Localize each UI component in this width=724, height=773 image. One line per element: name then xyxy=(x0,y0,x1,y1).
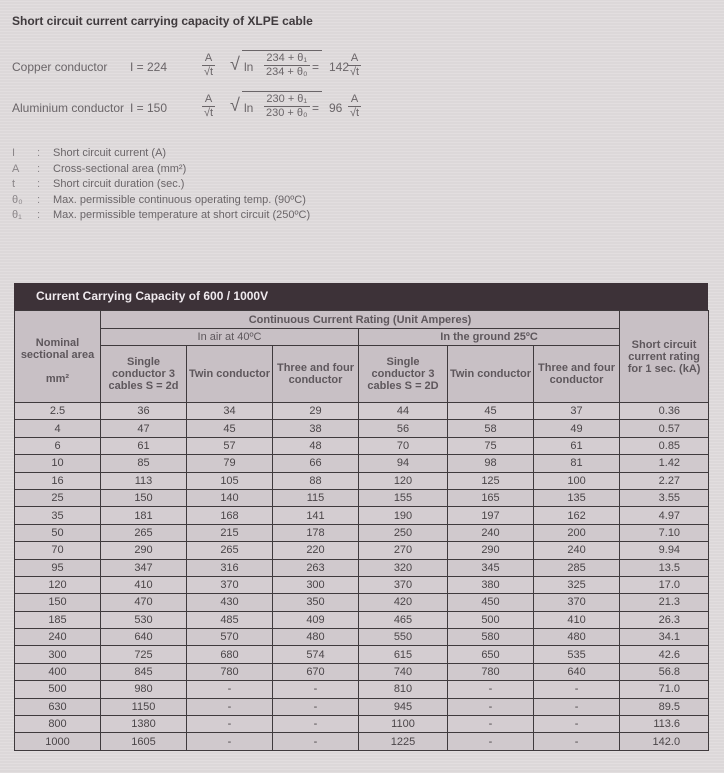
cell-current-rating: 410 xyxy=(101,576,187,593)
cell-current-rating: - xyxy=(187,716,273,733)
cell-current-rating: 980 xyxy=(101,681,187,698)
cell-current-rating: 465 xyxy=(359,611,448,628)
inner-fraction: $\frac{\text{234 + θ₁}}{\text{234 + θ₀}}$ xyxy=(266,52,308,78)
cell-current-rating: 290 xyxy=(448,542,534,559)
cell-short-circuit-ka: 3.55 xyxy=(620,489,709,506)
cell-area: 6 xyxy=(15,437,101,454)
cell-current-rating: - xyxy=(273,681,359,698)
header-in-ground: In the ground 25ºC xyxy=(359,329,620,346)
cell-short-circuit-ka: 26.3 xyxy=(620,611,709,628)
cell-current-rating: 420 xyxy=(359,594,448,611)
cell-current-rating: 574 xyxy=(273,646,359,663)
current-capacity-table xyxy=(14,283,708,751)
cell-current-rating: 98 xyxy=(448,455,534,472)
sqrt-expression: √ ln $\frac{\text{230 + θ₁}}{\text{230 + θ₀}}$ xyxy=(230,89,320,123)
table-row xyxy=(15,646,709,663)
cell-current-rating: - xyxy=(273,716,359,733)
cell-current-rating: 320 xyxy=(359,559,448,576)
cell-current-rating: 56 xyxy=(359,420,448,437)
cell-current-rating: 81 xyxy=(534,455,620,472)
header-ground-three: Three and four conductor xyxy=(534,346,620,403)
cell-current-rating: 265 xyxy=(101,524,187,541)
cell-area: 185 xyxy=(15,611,101,628)
header-short-circuit: Short circuit current rating for 1 sec. (kA) xyxy=(620,311,709,403)
table-row xyxy=(15,420,709,437)
cell-current-rating: 410 xyxy=(534,611,620,628)
cell-current-rating: 263 xyxy=(273,559,359,576)
cell-current-rating: - xyxy=(534,716,620,733)
cell-current-rating: 66 xyxy=(273,455,359,472)
cell-current-rating: 115 xyxy=(273,489,359,506)
document-title: Short circuit current carrying capacity of XLPE cable xyxy=(12,14,313,28)
cell-short-circuit-ka: 0.57 xyxy=(620,420,709,437)
inner-fraction: $\frac{\text{230 + θ₁}}{\text{230 + θ₀}}$ xyxy=(266,93,308,119)
cell-current-rating: 250 xyxy=(359,524,448,541)
cell-area: 16 xyxy=(15,472,101,489)
cell-current-rating: 61 xyxy=(534,437,620,454)
formula-copper: Copper conductor I = 224 $\frac{A}{√t}$ √ ln $\frac{\text{234 + θ₁}}{\text{234 + θ₀}}$ = 142 $\frac{A}{√t}$ xyxy=(12,46,412,86)
result-unit: $\frac{A}{√t}$ xyxy=(350,93,360,119)
cell-short-circuit-ka: 0.85 xyxy=(620,437,709,454)
cell-current-rating: 44 xyxy=(359,403,448,420)
cell-current-rating: 480 xyxy=(273,629,359,646)
cell-area: 70 xyxy=(15,542,101,559)
cell-current-rating: 325 xyxy=(534,576,620,593)
cell-current-rating: 285 xyxy=(534,559,620,576)
cell-current-rating: 75 xyxy=(448,437,534,454)
cell-current-rating: 215 xyxy=(187,524,273,541)
cell-area: 1000 xyxy=(15,733,101,750)
cell-area: 50 xyxy=(15,524,101,541)
formula-lhs: I = 150 xyxy=(130,101,168,115)
cell-current-rating: 100 xyxy=(534,472,620,489)
cell-current-rating: 1100 xyxy=(359,716,448,733)
formula-result: 96 xyxy=(329,101,343,115)
table-row xyxy=(15,559,709,576)
cell-current-rating: 810 xyxy=(359,681,448,698)
cell-current-rating: 300 xyxy=(273,576,359,593)
cell-current-rating: - xyxy=(448,681,534,698)
cell-short-circuit-ka: 34.1 xyxy=(620,629,709,646)
cell-current-rating: 485 xyxy=(187,611,273,628)
cell-current-rating: 480 xyxy=(534,629,620,646)
cell-current-rating: 350 xyxy=(273,594,359,611)
cell-area: 120 xyxy=(15,576,101,593)
table-row xyxy=(15,716,709,733)
cell-short-circuit-ka: 13.5 xyxy=(620,559,709,576)
table-row xyxy=(15,594,709,611)
table-row xyxy=(15,663,709,680)
cell-short-circuit-ka: 1.42 xyxy=(620,455,709,472)
cell-current-rating: 45 xyxy=(187,420,273,437)
cell-current-rating: 190 xyxy=(359,507,448,524)
cell-short-circuit-ka: 17.0 xyxy=(620,576,709,593)
sqrt-icon: √ xyxy=(230,54,240,74)
cell-area: 25 xyxy=(15,489,101,506)
cell-current-rating: 640 xyxy=(534,663,620,680)
cell-current-rating: 150 xyxy=(101,489,187,506)
cell-current-rating: 370 xyxy=(187,576,273,593)
cell-short-circuit-ka: 89.5 xyxy=(620,698,709,715)
cell-area: 500 xyxy=(15,681,101,698)
cell-current-rating: 1150 xyxy=(101,698,187,715)
cell-current-rating: 70 xyxy=(359,437,448,454)
cell-current-rating: 120 xyxy=(359,472,448,489)
cell-current-rating: 85 xyxy=(101,455,187,472)
cell-current-rating: 58 xyxy=(448,420,534,437)
cell-current-rating: 79 xyxy=(187,455,273,472)
table-caption: Current Carrying Capacity of 600 / 1000V xyxy=(14,283,708,310)
cell-area: 10 xyxy=(15,455,101,472)
cell-short-circuit-ka: 7.10 xyxy=(620,524,709,541)
fraction-a-sqrt-t: $\frac{A}{√t}$ xyxy=(204,93,214,119)
cell-current-rating: 1380 xyxy=(101,716,187,733)
cell-short-circuit-ka: 9.94 xyxy=(620,542,709,559)
cell-current-rating: 125 xyxy=(448,472,534,489)
cell-current-rating: 409 xyxy=(273,611,359,628)
formula-result: 142 xyxy=(329,60,350,74)
table-row xyxy=(15,489,709,506)
cell-area: 240 xyxy=(15,629,101,646)
fraction-a-sqrt-t: $\frac{A}{√t}$ xyxy=(204,52,214,78)
cell-short-circuit-ka: 142.0 xyxy=(620,733,709,750)
table-row xyxy=(15,403,709,420)
cell-area: 800 xyxy=(15,716,101,733)
cell-current-rating: 570 xyxy=(187,629,273,646)
cell-short-circuit-ka: 113.6 xyxy=(620,716,709,733)
table-row xyxy=(15,524,709,541)
cell-current-rating: 380 xyxy=(448,576,534,593)
cell-current-rating: 640 xyxy=(101,629,187,646)
cell-current-rating: 162 xyxy=(534,507,620,524)
table-body xyxy=(15,403,709,751)
cell-current-rating: 450 xyxy=(448,594,534,611)
cell-short-circuit-ka: 56.8 xyxy=(620,663,709,680)
table-row xyxy=(15,681,709,698)
cell-current-rating: - xyxy=(448,716,534,733)
cell-current-rating: 470 xyxy=(101,594,187,611)
table-row xyxy=(15,472,709,489)
formula-lhs: I = 224 xyxy=(130,60,168,74)
cell-current-rating: 49 xyxy=(534,420,620,437)
table-row xyxy=(15,576,709,593)
header-air-twin: Twin conductor xyxy=(187,346,273,403)
cell-short-circuit-ka: 42.6 xyxy=(620,646,709,663)
cell-short-circuit-ka: 0.36 xyxy=(620,403,709,420)
cell-current-rating: 57 xyxy=(187,437,273,454)
cell-current-rating: 345 xyxy=(448,559,534,576)
formula-label: Copper conductor xyxy=(12,60,108,74)
table-row xyxy=(15,437,709,454)
cell-current-rating: 38 xyxy=(273,420,359,437)
cell-current-rating: 347 xyxy=(101,559,187,576)
cell-area: 400 xyxy=(15,663,101,680)
table-row xyxy=(15,698,709,715)
cell-current-rating: 47 xyxy=(101,420,187,437)
cell-current-rating: 135 xyxy=(534,489,620,506)
cell-current-rating: - xyxy=(534,681,620,698)
cell-current-rating: - xyxy=(187,698,273,715)
sqrt-icon: √ xyxy=(230,95,240,115)
table-row xyxy=(15,733,709,750)
cell-area: 150 xyxy=(15,594,101,611)
cell-area: 300 xyxy=(15,646,101,663)
cell-area: 4 xyxy=(15,420,101,437)
header-air-three: Three and four conductor xyxy=(273,346,359,403)
cell-current-rating: 370 xyxy=(534,594,620,611)
table-row xyxy=(15,542,709,559)
cell-short-circuit-ka: 2.27 xyxy=(620,472,709,489)
table-row xyxy=(15,629,709,646)
cell-current-rating: 780 xyxy=(448,663,534,680)
cell-current-rating: 370 xyxy=(359,576,448,593)
cell-current-rating: 220 xyxy=(273,542,359,559)
cell-current-rating: 140 xyxy=(187,489,273,506)
cell-current-rating: - xyxy=(448,698,534,715)
cell-current-rating: 240 xyxy=(534,542,620,559)
formula-aluminium: Aluminium conductor I = 150 $\frac{A}{√t}$ √ ln $\frac{\text{230 + θ₁}}{\text{230 + θ₀}}$ = 96 $\frac{A}{√t}$ xyxy=(12,87,412,127)
cell-current-rating: 270 xyxy=(359,542,448,559)
cell-current-rating: 580 xyxy=(448,629,534,646)
cell-current-rating: 48 xyxy=(273,437,359,454)
cell-current-rating: 316 xyxy=(187,559,273,576)
table-row xyxy=(15,455,709,472)
cell-current-rating: 181 xyxy=(101,507,187,524)
cell-current-rating: 500 xyxy=(448,611,534,628)
cell-current-rating: 200 xyxy=(534,524,620,541)
cell-short-circuit-ka: 21.3 xyxy=(620,594,709,611)
capacity-table xyxy=(14,310,709,751)
cell-current-rating: - xyxy=(187,733,273,750)
cell-current-rating: - xyxy=(534,698,620,715)
cell-area: 35 xyxy=(15,507,101,524)
cell-current-rating: 240 xyxy=(448,524,534,541)
cell-current-rating: 113 xyxy=(101,472,187,489)
cell-current-rating: 740 xyxy=(359,663,448,680)
cell-current-rating: 88 xyxy=(273,472,359,489)
cell-current-rating: - xyxy=(273,733,359,750)
cell-current-rating: - xyxy=(187,681,273,698)
cell-current-rating: - xyxy=(273,698,359,715)
cell-current-rating: 34 xyxy=(187,403,273,420)
cell-current-rating: 36 xyxy=(101,403,187,420)
cell-current-rating: 168 xyxy=(187,507,273,524)
table-row xyxy=(15,507,709,524)
cell-current-rating: 197 xyxy=(448,507,534,524)
cell-current-rating: 94 xyxy=(359,455,448,472)
cell-current-rating: 178 xyxy=(273,524,359,541)
cell-current-rating: 37 xyxy=(534,403,620,420)
cell-area: 95 xyxy=(15,559,101,576)
header-nominal-area: Nominal sectional area mm² xyxy=(15,311,101,403)
result-unit: $\frac{A}{√t}$ xyxy=(350,52,360,78)
header-air-single: Single conductor 3 cables S = 2d xyxy=(101,346,187,403)
header-ground-single: Single conductor 3 cables S = 2D xyxy=(359,346,448,403)
cell-current-rating: 1605 xyxy=(101,733,187,750)
cell-current-rating: 165 xyxy=(448,489,534,506)
cell-current-rating: 265 xyxy=(187,542,273,559)
cell-current-rating: 290 xyxy=(101,542,187,559)
cell-current-rating: 141 xyxy=(273,507,359,524)
cell-current-rating: 530 xyxy=(101,611,187,628)
cell-current-rating: 945 xyxy=(359,698,448,715)
cell-current-rating: 550 xyxy=(359,629,448,646)
cell-current-rating: 725 xyxy=(101,646,187,663)
cell-current-rating: 650 xyxy=(448,646,534,663)
cell-current-rating: 155 xyxy=(359,489,448,506)
header-in-air: In air at 40ºC xyxy=(101,329,359,346)
cell-area: 630 xyxy=(15,698,101,715)
cell-current-rating: 845 xyxy=(101,663,187,680)
cell-current-rating: 45 xyxy=(448,403,534,420)
cell-short-circuit-ka: 4.97 xyxy=(620,507,709,524)
cell-current-rating: 670 xyxy=(273,663,359,680)
cell-short-circuit-ka: 71.0 xyxy=(620,681,709,698)
cell-current-rating: 615 xyxy=(359,646,448,663)
header-ground-twin: Twin conductor xyxy=(448,346,534,403)
cell-current-rating: - xyxy=(534,733,620,750)
cell-current-rating: 535 xyxy=(534,646,620,663)
header-continuous-rating: Continuous Current Rating (Unit Amperes) xyxy=(101,311,620,329)
cell-current-rating: 29 xyxy=(273,403,359,420)
cell-current-rating: 780 xyxy=(187,663,273,680)
cell-current-rating: 61 xyxy=(101,437,187,454)
cell-current-rating: 430 xyxy=(187,594,273,611)
cell-current-rating: 105 xyxy=(187,472,273,489)
table-row xyxy=(15,611,709,628)
cell-current-rating: - xyxy=(448,733,534,750)
cell-current-rating: 1225 xyxy=(359,733,448,750)
cell-area: 2.5 xyxy=(15,403,101,420)
cell-current-rating: 680 xyxy=(187,646,273,663)
formula-label: Aluminium conductor xyxy=(12,101,125,115)
sqrt-expression: √ ln $\frac{\text{234 + θ₁}}{\text{234 + θ₀}}$ xyxy=(230,48,320,82)
